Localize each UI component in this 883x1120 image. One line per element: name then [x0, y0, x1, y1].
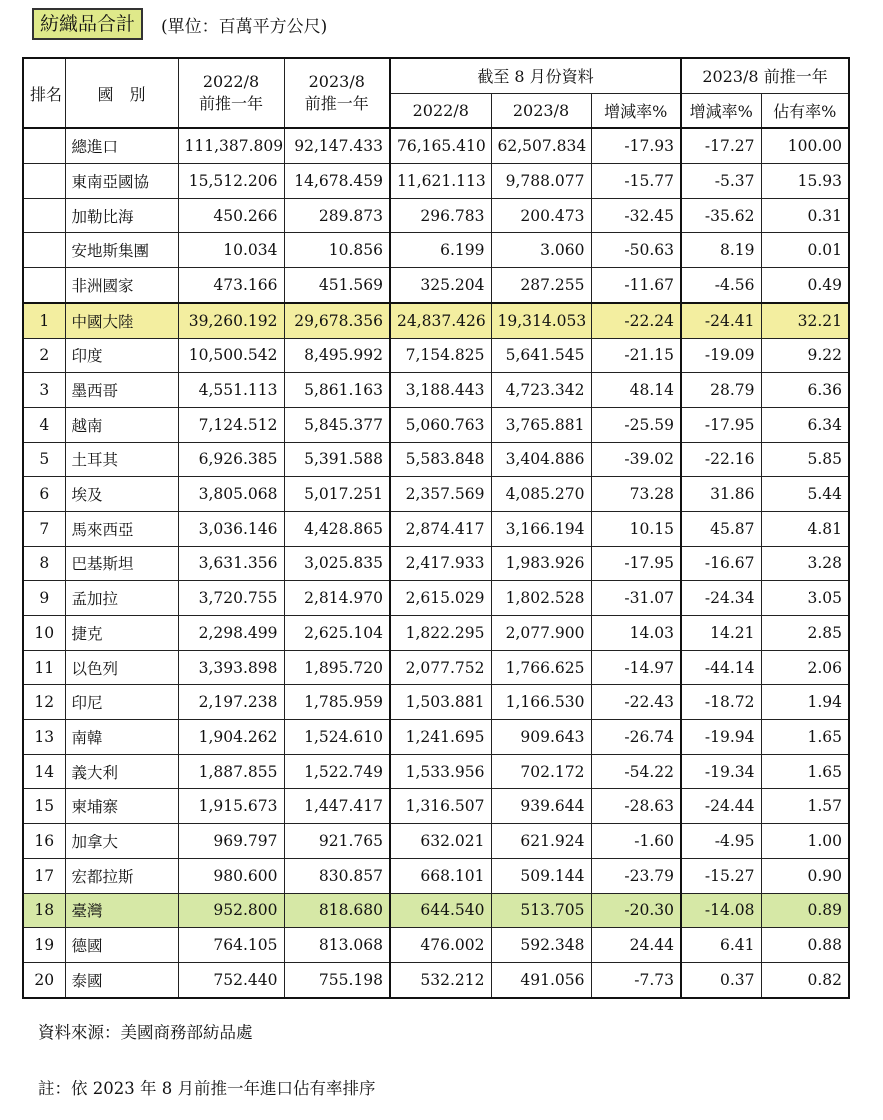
value-cell: 4,723.342 — [491, 373, 591, 408]
value-cell: 2,197.238 — [178, 685, 284, 720]
value-cell: 0.01 — [761, 233, 849, 268]
value-cell: 15,512.206 — [178, 164, 284, 199]
value-cell: 3,404.886 — [491, 442, 591, 477]
value-cell: 14.21 — [681, 616, 761, 651]
value-cell: 3,393.898 — [178, 650, 284, 685]
value-cell: 6.34 — [761, 407, 849, 442]
title-area — [32, 8, 327, 40]
value-cell: -23.79 — [591, 858, 681, 893]
value-cell: 476.002 — [390, 928, 491, 963]
header-col-b — [284, 58, 390, 128]
value-cell: 1,447.417 — [284, 789, 390, 824]
value-cell: -16.67 — [681, 546, 761, 581]
rank-cell: 3 — [23, 373, 65, 408]
value-cell: -11.67 — [591, 268, 681, 303]
value-cell: 451.569 — [284, 268, 390, 303]
value-cell: 2,874.417 — [390, 511, 491, 546]
country-cell: 總進口 — [65, 128, 178, 163]
value-cell: -17.95 — [591, 546, 681, 581]
value-cell: 532.212 — [390, 962, 491, 997]
rank-cell — [23, 233, 65, 268]
table-row — [23, 893, 849, 928]
value-cell: -22.24 — [591, 303, 681, 338]
rank-cell: 18 — [23, 893, 65, 928]
value-cell: -21.15 — [591, 338, 681, 373]
country-cell: 加勒比海 — [65, 198, 178, 233]
value-cell: 5,861.163 — [284, 373, 390, 408]
header-col-a-line1: 2022/8 — [202, 72, 260, 92]
rank-cell: 6 — [23, 477, 65, 512]
table-row — [23, 373, 849, 408]
value-cell: 0.89 — [761, 893, 849, 928]
value-cell: 3,720.755 — [178, 581, 284, 616]
value-cell: 621.924 — [491, 824, 591, 859]
value-cell: 111,387.809 — [178, 128, 284, 163]
country-cell: 越南 — [65, 407, 178, 442]
value-cell: 100.00 — [761, 128, 849, 163]
table-row — [23, 407, 849, 442]
rank-cell: 9 — [23, 581, 65, 616]
value-cell: -22.43 — [591, 685, 681, 720]
value-cell: 11,621.113 — [390, 164, 491, 199]
value-cell: 1.65 — [761, 754, 849, 789]
value-cell: 7,154.825 — [390, 338, 491, 373]
value-cell: 632.021 — [390, 824, 491, 859]
value-cell: 8.19 — [681, 233, 761, 268]
value-cell: 1,316.507 — [390, 789, 491, 824]
table-row — [23, 268, 849, 303]
value-cell: -1.60 — [591, 824, 681, 859]
header-country: 國 別 — [65, 58, 178, 128]
value-cell: 644.540 — [390, 893, 491, 928]
value-cell: 909.643 — [491, 720, 591, 755]
country-cell: 孟加拉 — [65, 581, 178, 616]
value-cell: 755.198 — [284, 962, 390, 997]
value-cell: 3,631.356 — [178, 546, 284, 581]
country-cell: 德國 — [65, 928, 178, 963]
value-cell: -17.27 — [681, 128, 761, 163]
value-cell: 14.03 — [591, 616, 681, 651]
table-row — [23, 962, 849, 997]
value-cell: 2,625.104 — [284, 616, 390, 651]
value-cell: 39,260.192 — [178, 303, 284, 338]
value-cell: 5,583.848 — [390, 442, 491, 477]
value-cell: -44.14 — [681, 650, 761, 685]
value-cell: 0.88 — [761, 928, 849, 963]
country-cell: 捷克 — [65, 616, 178, 651]
value-cell: 513.705 — [491, 893, 591, 928]
value-cell: -19.94 — [681, 720, 761, 755]
value-cell: 5,060.763 — [390, 407, 491, 442]
value-cell: 14,678.459 — [284, 164, 390, 199]
textile-import-table — [22, 57, 850, 999]
value-cell: 3.28 — [761, 546, 849, 581]
value-cell: 2,615.029 — [390, 581, 491, 616]
table-row — [23, 858, 849, 893]
rank-cell: 7 — [23, 511, 65, 546]
value-cell: 6,926.385 — [178, 442, 284, 477]
value-cell: 28.79 — [681, 373, 761, 408]
value-cell: 668.101 — [390, 858, 491, 893]
value-cell: -14.97 — [591, 650, 681, 685]
value-cell: -50.63 — [591, 233, 681, 268]
value-cell: 1.94 — [761, 685, 849, 720]
value-cell: 969.797 — [178, 824, 284, 859]
value-cell: 2.06 — [761, 650, 849, 685]
value-cell: 764.105 — [178, 928, 284, 963]
header-trail-group: 2023/8 前推一年 — [681, 58, 849, 93]
value-cell: 1.65 — [761, 720, 849, 755]
value-cell: 1,241.695 — [390, 720, 491, 755]
header-trail-share: 佔有率% — [761, 93, 849, 128]
value-cell: -26.74 — [591, 720, 681, 755]
header-ytd-2023: 2023/8 — [491, 93, 591, 128]
value-cell: 450.266 — [178, 198, 284, 233]
value-cell: 1,895.720 — [284, 650, 390, 685]
value-cell: 1,983.926 — [491, 546, 591, 581]
table-row — [23, 754, 849, 789]
value-cell: 1,522.749 — [284, 754, 390, 789]
rank-cell: 15 — [23, 789, 65, 824]
value-cell: 7,124.512 — [178, 407, 284, 442]
value-cell: -19.09 — [681, 338, 761, 373]
value-cell: 2.85 — [761, 616, 849, 651]
value-cell: 15.93 — [761, 164, 849, 199]
value-cell: 0.90 — [761, 858, 849, 893]
value-cell: 702.172 — [491, 754, 591, 789]
value-cell: 5.44 — [761, 477, 849, 512]
value-cell: -7.73 — [591, 962, 681, 997]
table-row — [23, 546, 849, 581]
value-cell: 24,837.426 — [390, 303, 491, 338]
value-cell: 10.034 — [178, 233, 284, 268]
value-cell: 2,417.933 — [390, 546, 491, 581]
value-cell: 92,147.433 — [284, 128, 390, 163]
value-cell: -19.34 — [681, 754, 761, 789]
table-row — [23, 233, 849, 268]
table-row — [23, 685, 849, 720]
country-cell: 非洲國家 — [65, 268, 178, 303]
value-cell: 818.680 — [284, 893, 390, 928]
value-cell: 1,785.959 — [284, 685, 390, 720]
rank-cell — [23, 128, 65, 163]
table-row — [23, 338, 849, 373]
value-cell: -4.95 — [681, 824, 761, 859]
country-cell: 土耳其 — [65, 442, 178, 477]
country-cell: 墨西哥 — [65, 373, 178, 408]
value-cell: 5.85 — [761, 442, 849, 477]
value-cell: -4.56 — [681, 268, 761, 303]
value-cell: 200.473 — [491, 198, 591, 233]
value-cell: -24.41 — [681, 303, 761, 338]
value-cell: 31.86 — [681, 477, 761, 512]
value-cell: 24.44 — [591, 928, 681, 963]
value-cell: 2,357.569 — [390, 477, 491, 512]
rank-cell: 12 — [23, 685, 65, 720]
value-cell: -24.44 — [681, 789, 761, 824]
value-cell: 0.31 — [761, 198, 849, 233]
table-row — [23, 720, 849, 755]
value-cell: 1.00 — [761, 824, 849, 859]
value-cell: 5,017.251 — [284, 477, 390, 512]
value-cell: 3,025.835 — [284, 546, 390, 581]
value-cell: 6.36 — [761, 373, 849, 408]
table-body — [23, 128, 849, 997]
value-cell: 752.440 — [178, 962, 284, 997]
value-cell: -31.07 — [591, 581, 681, 616]
value-cell: 1,822.295 — [390, 616, 491, 651]
value-cell: 3.060 — [491, 233, 591, 268]
rank-cell — [23, 268, 65, 303]
rank-cell: 10 — [23, 616, 65, 651]
country-cell: 馬來西亞 — [65, 511, 178, 546]
table-row — [23, 442, 849, 477]
rank-cell: 8 — [23, 546, 65, 581]
value-cell: 2,077.752 — [390, 650, 491, 685]
value-cell: 0.49 — [761, 268, 849, 303]
table-row — [23, 198, 849, 233]
value-cell: 1.57 — [761, 789, 849, 824]
value-cell: 48.14 — [591, 373, 681, 408]
value-cell: -39.02 — [591, 442, 681, 477]
source-note: 資料來源：美國商務部紡品處 — [38, 1023, 253, 1042]
header-rank: 排名 — [23, 58, 65, 128]
country-cell: 泰國 — [65, 962, 178, 997]
value-cell: -32.45 — [591, 198, 681, 233]
country-cell: 加拿大 — [65, 824, 178, 859]
value-cell: 73.28 — [591, 477, 681, 512]
rank-cell — [23, 198, 65, 233]
rank-cell: 4 — [23, 407, 65, 442]
value-cell: -5.37 — [681, 164, 761, 199]
rank-cell: 20 — [23, 962, 65, 997]
country-cell: 宏都拉斯 — [65, 858, 178, 893]
value-cell: -17.93 — [591, 128, 681, 163]
value-cell: -24.34 — [681, 581, 761, 616]
value-cell: 29,678.356 — [284, 303, 390, 338]
value-cell: -17.95 — [681, 407, 761, 442]
header-ytd-change: 增減率% — [591, 93, 681, 128]
country-cell: 印尼 — [65, 685, 178, 720]
table-row — [23, 789, 849, 824]
country-cell: 義大利 — [65, 754, 178, 789]
value-cell: 1,802.528 — [491, 581, 591, 616]
value-cell: -22.16 — [681, 442, 761, 477]
header-ytd-group: 截至 8 月份資料 — [390, 58, 681, 93]
value-cell: 509.144 — [491, 858, 591, 893]
value-cell: 3,166.194 — [491, 511, 591, 546]
value-cell: 473.166 — [178, 268, 284, 303]
rank-cell: 1 — [23, 303, 65, 338]
value-cell: 32.21 — [761, 303, 849, 338]
country-cell: 柬埔寨 — [65, 789, 178, 824]
country-cell: 南韓 — [65, 720, 178, 755]
rank-cell: 16 — [23, 824, 65, 859]
header-col-b-line2: 前推一年 — [304, 94, 369, 114]
value-cell: 45.87 — [681, 511, 761, 546]
value-cell: 9.22 — [761, 338, 849, 373]
value-cell: 5,391.588 — [284, 442, 390, 477]
table-row — [23, 303, 849, 338]
value-cell: 1,915.673 — [178, 789, 284, 824]
value-cell: 491.056 — [491, 962, 591, 997]
value-cell: 830.857 — [284, 858, 390, 893]
value-cell: 813.068 — [284, 928, 390, 963]
value-cell: 1,503.881 — [390, 685, 491, 720]
value-cell: 3,188.443 — [390, 373, 491, 408]
value-cell: 76,165.410 — [390, 128, 491, 163]
country-cell: 中國大陸 — [65, 303, 178, 338]
value-cell: 2,298.499 — [178, 616, 284, 651]
value-cell: 6.199 — [390, 233, 491, 268]
value-cell: 19,314.053 — [491, 303, 591, 338]
table-row — [23, 164, 849, 199]
country-cell: 安地斯集團 — [65, 233, 178, 268]
value-cell: -18.72 — [681, 685, 761, 720]
value-cell: 2,077.900 — [491, 616, 591, 651]
table-row — [23, 928, 849, 963]
unit-label: (單位：百萬平方公尺) — [161, 16, 328, 37]
value-cell: 5,641.545 — [491, 338, 591, 373]
rank-cell — [23, 164, 65, 199]
value-cell: 10,500.542 — [178, 338, 284, 373]
value-cell: 325.204 — [390, 268, 491, 303]
value-cell: 3,036.146 — [178, 511, 284, 546]
table-row — [23, 650, 849, 685]
value-cell: 3,805.068 — [178, 477, 284, 512]
value-cell: 0.37 — [681, 962, 761, 997]
value-cell: 62,507.834 — [491, 128, 591, 163]
table-row — [23, 581, 849, 616]
header-ytd-2022: 2022/8 — [390, 93, 491, 128]
rank-cell: 5 — [23, 442, 65, 477]
value-cell: 3,765.881 — [491, 407, 591, 442]
value-cell: 1,166.530 — [491, 685, 591, 720]
country-cell: 東南亞國協 — [65, 164, 178, 199]
rank-cell: 2 — [23, 338, 65, 373]
value-cell: 939.644 — [491, 789, 591, 824]
value-cell: 4,085.270 — [491, 477, 591, 512]
value-cell: 0.82 — [761, 962, 849, 997]
value-cell: -25.59 — [591, 407, 681, 442]
header-trail-change: 增減率% — [681, 93, 761, 128]
country-cell: 印度 — [65, 338, 178, 373]
value-cell: -35.62 — [681, 198, 761, 233]
value-cell: 8,495.992 — [284, 338, 390, 373]
value-cell: 4,428.865 — [284, 511, 390, 546]
value-cell: 4,551.113 — [178, 373, 284, 408]
rank-cell: 19 — [23, 928, 65, 963]
table-row — [23, 511, 849, 546]
value-cell: 289.873 — [284, 198, 390, 233]
value-cell: 10.15 — [591, 511, 681, 546]
page-title: 紡織品合計 — [32, 8, 143, 40]
value-cell: 296.783 — [390, 198, 491, 233]
value-cell: 287.255 — [491, 268, 591, 303]
table-row — [23, 128, 849, 163]
rank-cell: 11 — [23, 650, 65, 685]
rank-cell: 17 — [23, 858, 65, 893]
value-cell: 2,814.970 — [284, 581, 390, 616]
header-col-b-line1: 2023/8 — [308, 72, 365, 92]
value-cell: 5,845.377 — [284, 407, 390, 442]
value-cell: 1,766.625 — [491, 650, 591, 685]
value-cell: 1,533.956 — [390, 754, 491, 789]
value-cell: 4.81 — [761, 511, 849, 546]
value-cell: 1,524.610 — [284, 720, 390, 755]
value-cell: 980.600 — [178, 858, 284, 893]
header-col-a-line2: 前推一年 — [198, 94, 263, 114]
rank-cell: 14 — [23, 754, 65, 789]
value-cell: -20.30 — [591, 893, 681, 928]
value-cell: 3.05 — [761, 581, 849, 616]
value-cell: 921.765 — [284, 824, 390, 859]
table-row — [23, 616, 849, 651]
value-cell: 6.41 — [681, 928, 761, 963]
value-cell: 952.800 — [178, 893, 284, 928]
country-cell: 巴基斯坦 — [65, 546, 178, 581]
value-cell: -15.27 — [681, 858, 761, 893]
value-cell: -54.22 — [591, 754, 681, 789]
country-cell: 埃及 — [65, 477, 178, 512]
rank-cell: 13 — [23, 720, 65, 755]
value-cell: 1,887.855 — [178, 754, 284, 789]
country-cell: 臺灣 — [65, 893, 178, 928]
value-cell: 592.348 — [491, 928, 591, 963]
value-cell: -28.63 — [591, 789, 681, 824]
value-cell: -14.08 — [681, 893, 761, 928]
footnote: 註：依 2023 年 8 月前推一年進口佔有率排序 — [38, 1079, 376, 1098]
table-row — [23, 824, 849, 859]
value-cell: 1,904.262 — [178, 720, 284, 755]
value-cell: -15.77 — [591, 164, 681, 199]
country-cell: 以色列 — [65, 650, 178, 685]
value-cell: 10.856 — [284, 233, 390, 268]
value-cell: 9,788.077 — [491, 164, 591, 199]
table-row — [23, 477, 849, 512]
header-col-a — [178, 58, 284, 128]
